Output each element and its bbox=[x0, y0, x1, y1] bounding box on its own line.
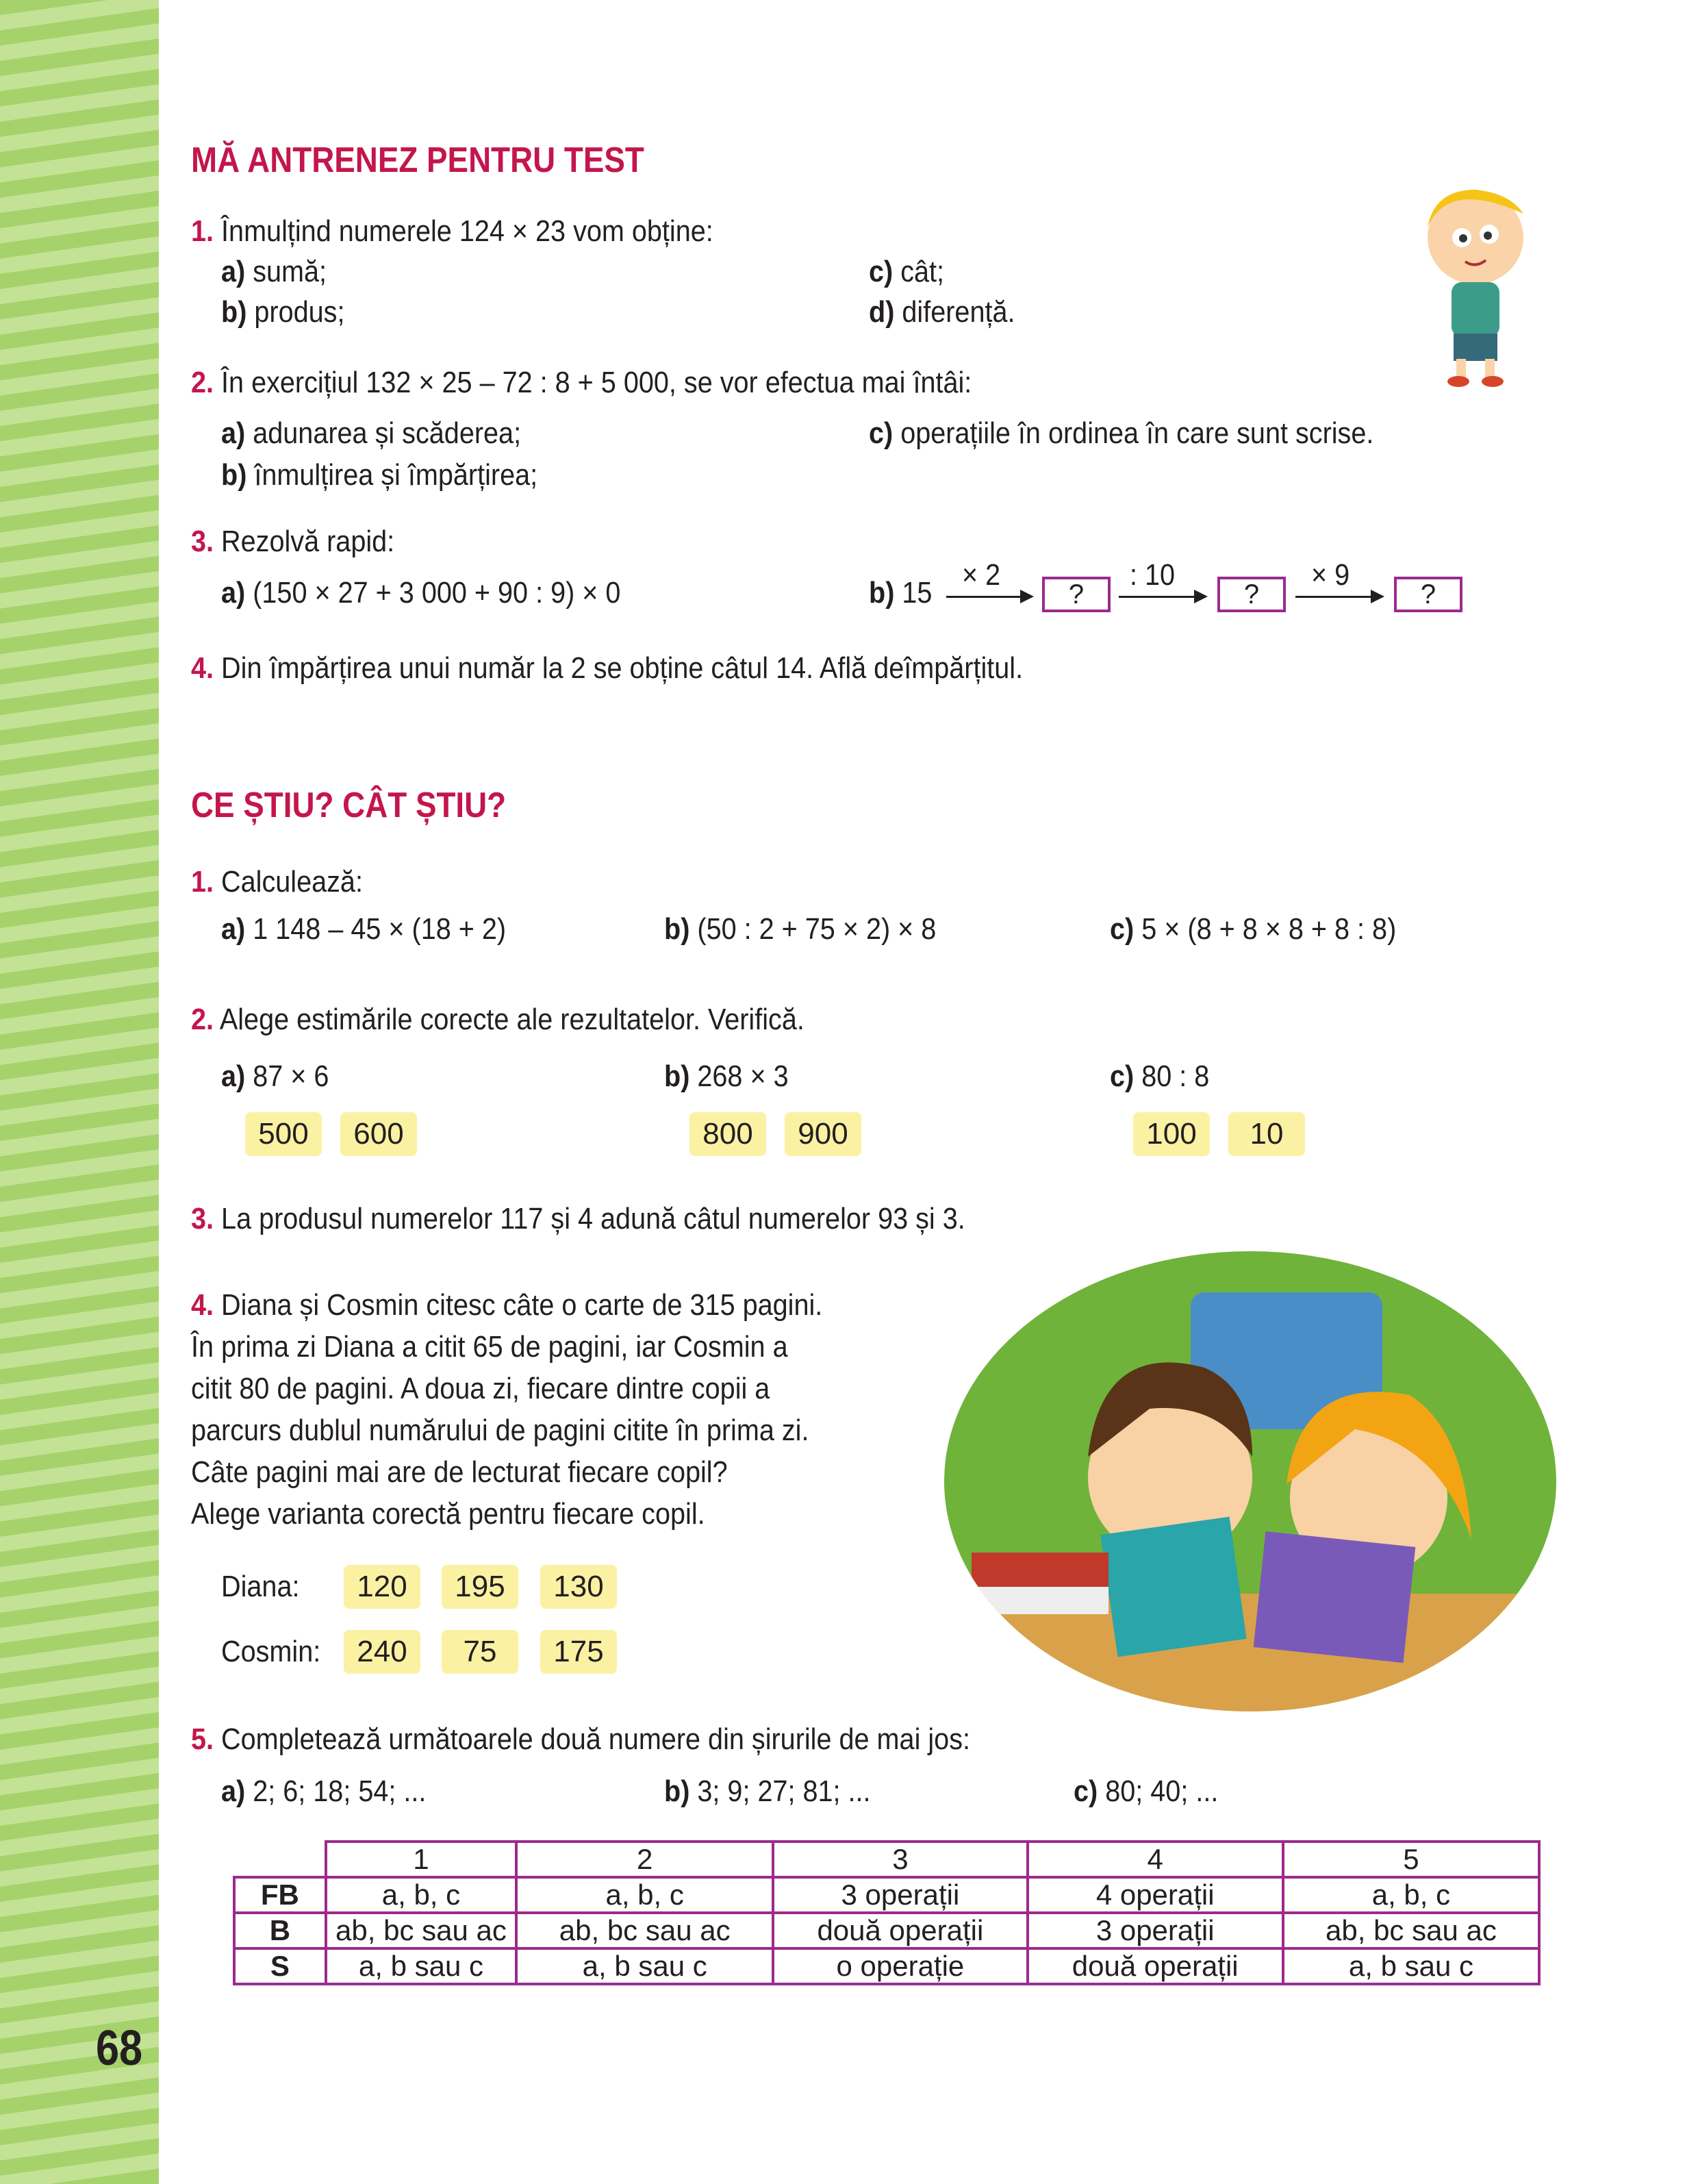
text-span: (50 : 2 + 75 × 2) × 8 bbox=[697, 912, 937, 946]
option-letter: c) bbox=[869, 416, 894, 450]
text-span: 1. bbox=[191, 865, 214, 899]
table-header: 4 bbox=[1028, 1842, 1283, 1877]
answer-chip[interactable]: 120 bbox=[344, 1565, 420, 1609]
answer-box[interactable]: ? bbox=[1394, 577, 1462, 612]
estimate-chip[interactable]: 100 bbox=[1133, 1112, 1210, 1156]
question-line: În prima zi Diana a citit 65 de pagini, iar Cosmin a bbox=[191, 1330, 788, 1364]
option-letter: a) bbox=[221, 576, 246, 610]
option bbox=[869, 253, 944, 291]
table-header: 1 bbox=[326, 1842, 516, 1877]
table-cell: a, b sau c bbox=[326, 1948, 516, 1984]
question-line: citit 80 de pagini. A doua zi, fiecare dintre copii a bbox=[191, 1372, 770, 1405]
question-2 bbox=[191, 364, 972, 402]
answer-chip[interactable]: 75 bbox=[442, 1630, 518, 1674]
text-span: 87 × 6 bbox=[253, 1059, 329, 1093]
table-cell: a, b, c bbox=[516, 1877, 773, 1913]
text-span: sumă; bbox=[253, 255, 327, 288]
option-letter: b) bbox=[221, 295, 247, 329]
option-letter: a) bbox=[221, 912, 246, 946]
table-cell: 3 operații bbox=[1028, 1913, 1283, 1948]
table-header: 5 bbox=[1283, 1842, 1539, 1877]
option bbox=[1074, 1772, 1218, 1811]
option-letter: b) bbox=[664, 1774, 690, 1808]
estimate-chip[interactable]: 800 bbox=[689, 1112, 766, 1156]
question-5 bbox=[191, 1720, 970, 1759]
question-line: Alege varianta corectă pentru fiecare copil. bbox=[191, 1497, 705, 1531]
text-span: diferență. bbox=[902, 295, 1015, 329]
table-cell: ab, bc sau ac bbox=[326, 1913, 516, 1948]
table-cell bbox=[234, 1842, 326, 1877]
text-span: 4. bbox=[191, 1288, 214, 1322]
page-number: 68 bbox=[96, 2021, 143, 2076]
cosmin-label: Cosmin: bbox=[221, 1635, 321, 1668]
text-span: Alege estimările corecte ale rezultatelor. Verifică. bbox=[219, 1003, 804, 1036]
text-span: 268 × 3 bbox=[697, 1059, 789, 1093]
text-span: operațiile în ordinea în care sunt scrise. bbox=[900, 416, 1374, 450]
text-span: La produsul numerelor 117 și 4 adună câtul numerelor 93 și 3. bbox=[221, 1202, 965, 1235]
question-4 bbox=[191, 1286, 822, 1325]
text-span: 2. bbox=[191, 1003, 214, 1036]
answers-table bbox=[233, 1840, 1541, 1985]
table-cell: a, b, c bbox=[1283, 1877, 1539, 1913]
operation-label: × 2 bbox=[962, 558, 1001, 592]
question-1 bbox=[191, 212, 713, 251]
option-letter: c) bbox=[1074, 1774, 1098, 1808]
option-letter: b) bbox=[664, 1059, 690, 1093]
table-cell: a, b, c bbox=[326, 1877, 516, 1913]
table-cell: o operație bbox=[773, 1948, 1027, 1984]
option-letter: c) bbox=[869, 255, 894, 288]
decorative-side-stripe bbox=[0, 0, 159, 2184]
option-letter: c) bbox=[1110, 912, 1135, 946]
option bbox=[221, 253, 327, 291]
table-cell: B bbox=[234, 1913, 326, 1948]
text-span: 15 bbox=[902, 576, 933, 610]
estimate-chip[interactable]: 500 bbox=[245, 1112, 322, 1156]
text-span: înmulțirea și împărțirea; bbox=[254, 458, 538, 492]
arrow-icon bbox=[946, 596, 1031, 598]
text-span: Diana și Cosmin citesc câte o carte de 315 pagini. bbox=[221, 1288, 823, 1322]
text-span: 2; 6; 18; 54; ... bbox=[253, 1774, 427, 1808]
option-letter: d) bbox=[869, 295, 895, 329]
option-letter: b) bbox=[664, 912, 690, 946]
table-cell: două operații bbox=[773, 1913, 1027, 1948]
section-title: CE ȘTIU? CÂT ȘTIU? bbox=[191, 786, 507, 825]
arrow-icon bbox=[1119, 596, 1205, 598]
text-span: 1 148 – 45 × (18 + 2) bbox=[253, 912, 507, 946]
question-line: parcurs dublul numărului de pagini citite în prima zi. bbox=[191, 1414, 809, 1447]
diana-label: Diana: bbox=[221, 1570, 300, 1603]
text-span: produs; bbox=[254, 295, 345, 329]
table-header: 2 bbox=[516, 1842, 773, 1877]
table-row bbox=[234, 1948, 1539, 1984]
table-header: 3 bbox=[773, 1842, 1027, 1877]
option bbox=[221, 910, 506, 949]
estimate-chip[interactable]: 600 bbox=[340, 1112, 417, 1156]
option-letter: a) bbox=[221, 255, 246, 288]
option bbox=[221, 574, 620, 612]
table-cell: FB bbox=[234, 1877, 326, 1913]
table-cell: a, b sau c bbox=[1283, 1948, 1539, 1984]
option-letter: a) bbox=[221, 1059, 246, 1093]
operation-label: : 10 bbox=[1130, 558, 1176, 592]
text-span: 3. bbox=[191, 525, 214, 558]
children-reading-illustration bbox=[944, 1251, 1557, 1711]
text-span: 80; 40; ... bbox=[1105, 1774, 1219, 1808]
option bbox=[869, 293, 1015, 331]
answer-chip[interactable]: 240 bbox=[344, 1630, 420, 1674]
question-4 bbox=[191, 649, 1023, 688]
question-3 bbox=[191, 1200, 965, 1238]
option bbox=[1110, 1057, 1209, 1096]
estimate-chip[interactable]: 10 bbox=[1228, 1112, 1305, 1156]
question-1 bbox=[191, 863, 363, 901]
option bbox=[1110, 910, 1396, 949]
text-span: Rezolvă rapid: bbox=[221, 525, 395, 558]
option bbox=[869, 414, 1373, 453]
table-row bbox=[234, 1877, 1539, 1913]
question-3 bbox=[191, 523, 394, 561]
table-cell: ab, bc sau ac bbox=[1283, 1913, 1539, 1948]
text-span: Din împărțirea unui număr la 2 se obține câtul 14. Află deîmpărțitul. bbox=[221, 651, 1024, 685]
option bbox=[221, 293, 344, 331]
answer-chip[interactable]: 175 bbox=[540, 1630, 617, 1674]
option-letter: b) bbox=[221, 458, 247, 492]
option bbox=[664, 1057, 789, 1096]
text-span: 5. bbox=[191, 1722, 214, 1756]
option bbox=[221, 1772, 426, 1811]
text-span: 5 × (8 + 8 × 8 + 8 : 8) bbox=[1141, 912, 1397, 946]
text-span: 80 : 8 bbox=[1141, 1059, 1210, 1093]
section-title: MĂ ANTRENEZ PENTRU TEST bbox=[191, 140, 644, 180]
q-num: 1. bbox=[191, 214, 214, 248]
text-span: 3. bbox=[191, 1202, 214, 1235]
answer-chip[interactable]: 195 bbox=[442, 1565, 518, 1609]
option-letter: b) bbox=[869, 576, 895, 610]
operation-label: × 9 bbox=[1311, 558, 1350, 592]
option-letter: c) bbox=[1110, 1059, 1135, 1093]
text-span: Completează următoarele două numere din șirurile de mai jos: bbox=[221, 1722, 970, 1756]
table-cell: S bbox=[234, 1948, 326, 1984]
option-letter: a) bbox=[221, 1774, 246, 1808]
option bbox=[221, 1057, 329, 1096]
answer-box[interactable]: ? bbox=[1042, 577, 1111, 612]
q-text: Înmulțind numerele 124 × 23 vom obține: bbox=[221, 214, 713, 248]
option bbox=[221, 414, 521, 453]
table-cell: ab, bc sau ac bbox=[516, 1913, 773, 1948]
text-span: 4. bbox=[191, 651, 214, 685]
question-line: Câte pagini mai are de lecturat fiecare copil? bbox=[191, 1455, 728, 1489]
option bbox=[221, 456, 537, 494]
answer-box[interactable]: ? bbox=[1217, 577, 1286, 612]
text-span: adunarea și scăderea; bbox=[253, 416, 522, 450]
question-2 bbox=[191, 1001, 804, 1039]
estimate-chip[interactable]: 900 bbox=[785, 1112, 861, 1156]
table-row bbox=[234, 1913, 1539, 1948]
boy-illustration bbox=[1407, 179, 1537, 392]
table-cell: a, b sau c bbox=[516, 1948, 773, 1984]
text-span: În exercițiul 132 × 25 – 72 : 8 + 5 000, se vor efectua mai întâi: bbox=[221, 366, 972, 399]
text-span: Calculează: bbox=[221, 865, 363, 899]
text-span: (150 × 27 + 3 000 + 90 : 9) × 0 bbox=[253, 576, 621, 610]
option bbox=[664, 910, 936, 949]
arrow-icon bbox=[1295, 596, 1382, 598]
option bbox=[869, 574, 932, 612]
text-span: 2. bbox=[191, 366, 214, 399]
text-span: cât; bbox=[900, 255, 945, 288]
text-span bbox=[234, 1842, 1539, 1877]
table-cell: 4 operații bbox=[1028, 1877, 1283, 1913]
answer-chip[interactable]: 130 bbox=[540, 1565, 617, 1609]
table-cell: 3 operații bbox=[773, 1877, 1027, 1913]
option-letter: a) bbox=[221, 416, 246, 450]
text-span: 3; 9; 27; 81; ... bbox=[697, 1774, 871, 1808]
option bbox=[664, 1772, 871, 1811]
table-cell: două operații bbox=[1028, 1948, 1283, 1984]
